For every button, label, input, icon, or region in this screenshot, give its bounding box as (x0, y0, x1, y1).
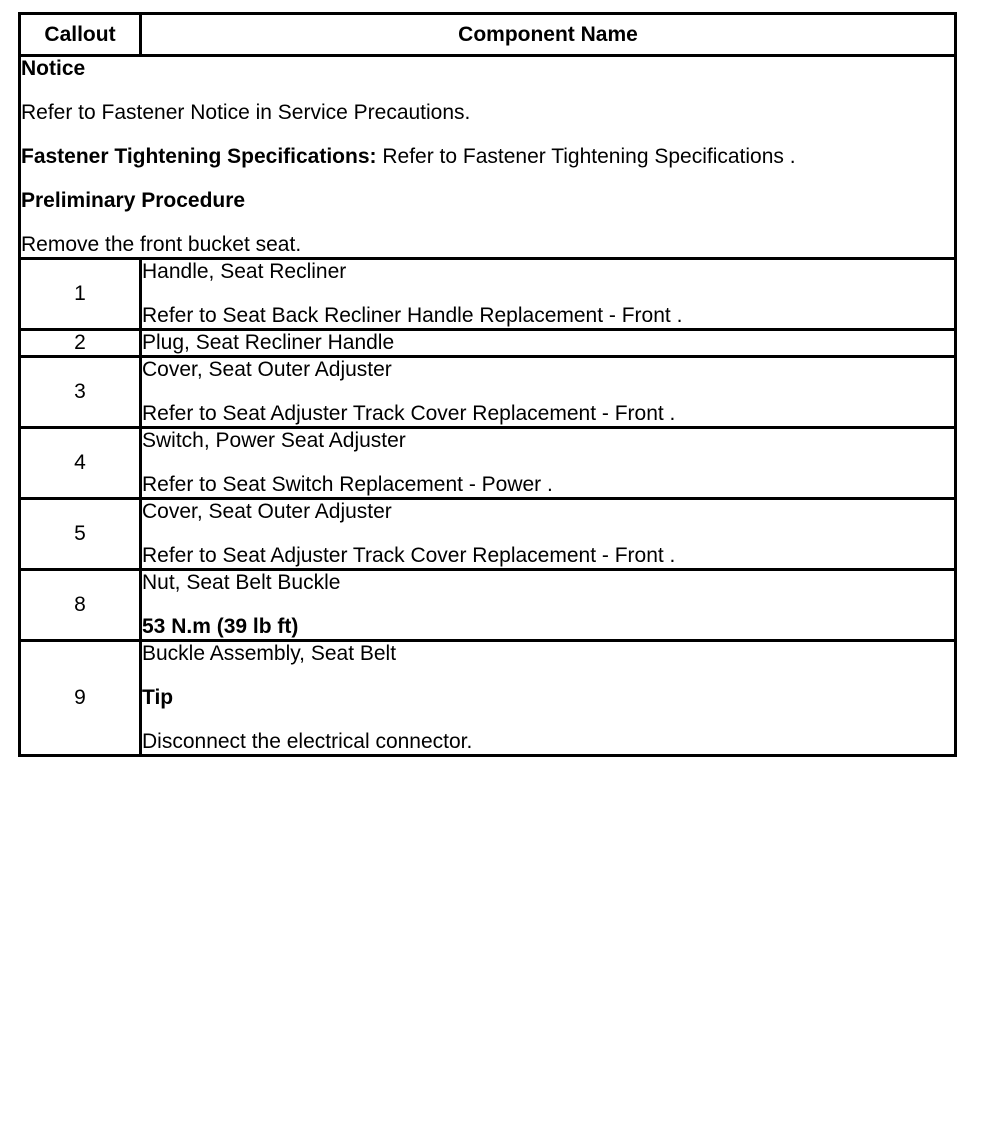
component-reference: Refer to Seat Adjuster Track Cover Replacement - Front . (142, 544, 676, 567)
component-name: Handle, Seat Recliner (142, 260, 347, 283)
procedure-text: Remove the front bucket seat. (21, 233, 302, 256)
component-reference: Refer to Seat Switch Replacement - Power . (142, 473, 553, 496)
procedure-title: Preliminary Procedure (21, 189, 246, 212)
callout-number: 2 (20, 330, 141, 357)
tip-title: Tip (142, 686, 174, 709)
component-name: Buckle Assembly, Seat Belt (142, 642, 397, 665)
fastener-spec-label: Fastener Tightening Specifications: (21, 145, 377, 168)
fastener-spec-text: Refer to Fastener Tightening Specifications . (376, 145, 796, 168)
component-cell (141, 330, 956, 357)
table-row (20, 570, 956, 641)
callout-number: 4 (20, 428, 141, 499)
header-row (20, 14, 956, 56)
notice-cell (20, 56, 956, 259)
callout-number: 9 (20, 641, 141, 756)
component-reference: Refer to Seat Adjuster Track Cover Replacement - Front . (142, 402, 676, 425)
component-cell (141, 428, 956, 499)
torque-spec: 53 N.m (39 lb ft) (142, 615, 299, 638)
table-row (20, 357, 956, 428)
table-row (20, 259, 956, 330)
component-name: Cover, Seat Outer Adjuster (142, 358, 392, 381)
table-row (20, 330, 956, 357)
tip-text: Disconnect the electrical connector. (142, 730, 473, 753)
table-row (20, 499, 956, 570)
component-table (18, 12, 957, 757)
table-row (20, 641, 956, 756)
component-reference: Refer to Seat Back Recliner Handle Replacement - Front . (142, 304, 683, 327)
component-cell (141, 259, 956, 330)
callout-header: Callout (20, 14, 141, 56)
component-name: Switch, Power Seat Adjuster (142, 429, 406, 452)
notice-row (20, 56, 956, 259)
fastener-spec (21, 145, 954, 169)
component-header: Component Name (141, 14, 956, 56)
component-cell (141, 357, 956, 428)
notice-title: Notice (21, 57, 86, 80)
component-cell (141, 570, 956, 641)
table-row (20, 428, 956, 499)
callout-number: 1 (20, 259, 141, 330)
callout-number: 5 (20, 499, 141, 570)
component-cell (141, 641, 956, 756)
component-cell (141, 499, 956, 570)
callout-number: 3 (20, 357, 141, 428)
component-name: Plug, Seat Recliner Handle (142, 331, 395, 354)
component-name: Cover, Seat Outer Adjuster (142, 500, 392, 523)
callout-number: 8 (20, 570, 141, 641)
component-name: Nut, Seat Belt Buckle (142, 571, 341, 594)
notice-text: Refer to Fastener Notice in Service Precautions. (21, 101, 471, 124)
